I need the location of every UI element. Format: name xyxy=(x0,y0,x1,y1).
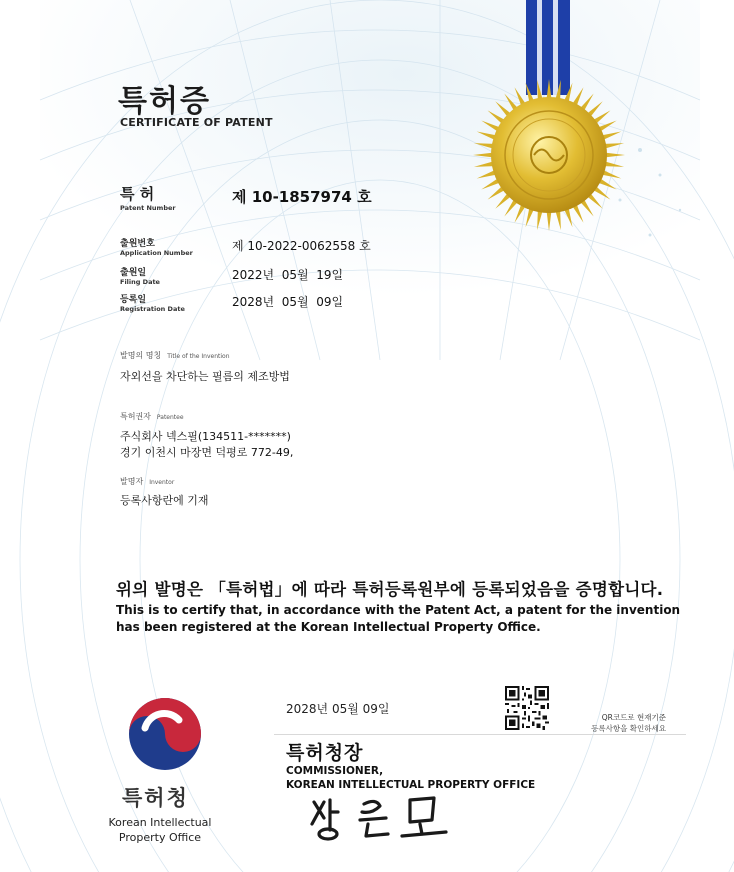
patentee-label xyxy=(120,411,184,422)
kipo-logo-icon xyxy=(100,690,230,776)
commissioner-signature xyxy=(306,790,466,842)
certification-statement-en-line2: has been registered at the Korean Intellectual Property Office. xyxy=(116,620,541,634)
seal-ray xyxy=(555,80,561,100)
kipo-logo-english xyxy=(104,815,216,845)
patent-number-value: 제 10-1857974 호 xyxy=(232,188,372,206)
commissioner-title-english-line2: KOREAN INTELLECTUAL PROPERTY OFFICE xyxy=(286,779,536,791)
filing-date-label: 출원일 xyxy=(120,268,147,278)
invention-title-label-ko: 발명의 명칭 xyxy=(120,351,162,360)
seal-ray xyxy=(547,79,552,99)
invention-title-value: 자외선을 차단하는 필름의 제조방법 xyxy=(120,370,290,383)
kipo-logo-english-line1: Korean Intellectual xyxy=(108,816,212,829)
invention-title-label xyxy=(120,350,230,361)
seal-ray xyxy=(555,210,561,230)
patentee-label-ko: 특허권자 xyxy=(120,412,151,421)
seal-ray xyxy=(537,210,543,230)
seal-ray xyxy=(473,153,493,158)
commissioner-title-english xyxy=(286,764,535,792)
certification-statement-en-line1: This is to certify that, in accordance with the Patent Act, a patent for the invention xyxy=(116,603,681,617)
seal-ray xyxy=(474,161,494,167)
qr-code-icon[interactable] xyxy=(505,686,549,730)
registration-date-value: 2028년 05월 09일 xyxy=(232,295,344,309)
application-number-label: 출원번호 xyxy=(120,239,155,249)
issue-date: 2028년 05월 09일 xyxy=(286,702,390,716)
seal-ray xyxy=(605,153,625,158)
qr-instruction-line2: 등록사항을 확인하세요 xyxy=(591,724,666,733)
registration-date-label: 등록일 xyxy=(120,295,147,305)
patent-number-label: 특 허 xyxy=(120,185,155,203)
inventor-label xyxy=(120,476,174,487)
inventor-label-english: Inventor xyxy=(149,479,175,486)
invention-title-label-english: Title of the Invention xyxy=(167,353,230,360)
seal-ray xyxy=(604,143,624,149)
filing-date-value: 2022년 05월 19일 xyxy=(232,268,344,282)
qr-instruction xyxy=(556,712,666,734)
inventor-value: 등록사항란에 기재 xyxy=(120,494,209,507)
seal-ray xyxy=(547,211,552,231)
patentee-address: 경기 이천시 마장면 덕평로 772-49, xyxy=(120,446,294,459)
seal-ray xyxy=(474,143,494,149)
kipo-logo-english-line2: Property Office xyxy=(118,831,202,844)
qr-instruction-line1: QR코드로 현재기준 xyxy=(601,713,666,722)
certificate-title-english: CERTIFICATE OF PATENT xyxy=(120,116,273,129)
inventor-label-ko: 발명자 xyxy=(120,477,144,486)
commissioner-title: 특허청장 xyxy=(286,742,364,764)
seal-ray xyxy=(537,80,543,100)
application-number-label-english: Application Number xyxy=(120,249,193,257)
divider xyxy=(274,734,686,735)
registration-date-label-english: Registration Date xyxy=(120,305,185,313)
kipo-logo-name: 특허청 xyxy=(122,786,189,810)
commissioner-title-english-line1: COMMISSIONER, xyxy=(286,765,384,777)
certificate-title: 특허증 xyxy=(118,84,211,119)
gold-seal xyxy=(472,78,626,232)
filing-date-label-english: Filing Date xyxy=(120,278,160,286)
certification-statement-ko: 위의 발명은 「특허법」에 따라 특허등록원부에 등록되었음을 증명합니다. xyxy=(116,580,664,599)
patentee-label-english: Patentee xyxy=(156,414,184,421)
application-number-value: 제 10-2022-0062558 호 xyxy=(232,239,371,253)
patentee-name: 주식회사 넥스필(134511-*******) xyxy=(120,430,291,443)
patent-number-label-english: Patent Number xyxy=(120,204,176,212)
seal-ray xyxy=(604,161,624,167)
